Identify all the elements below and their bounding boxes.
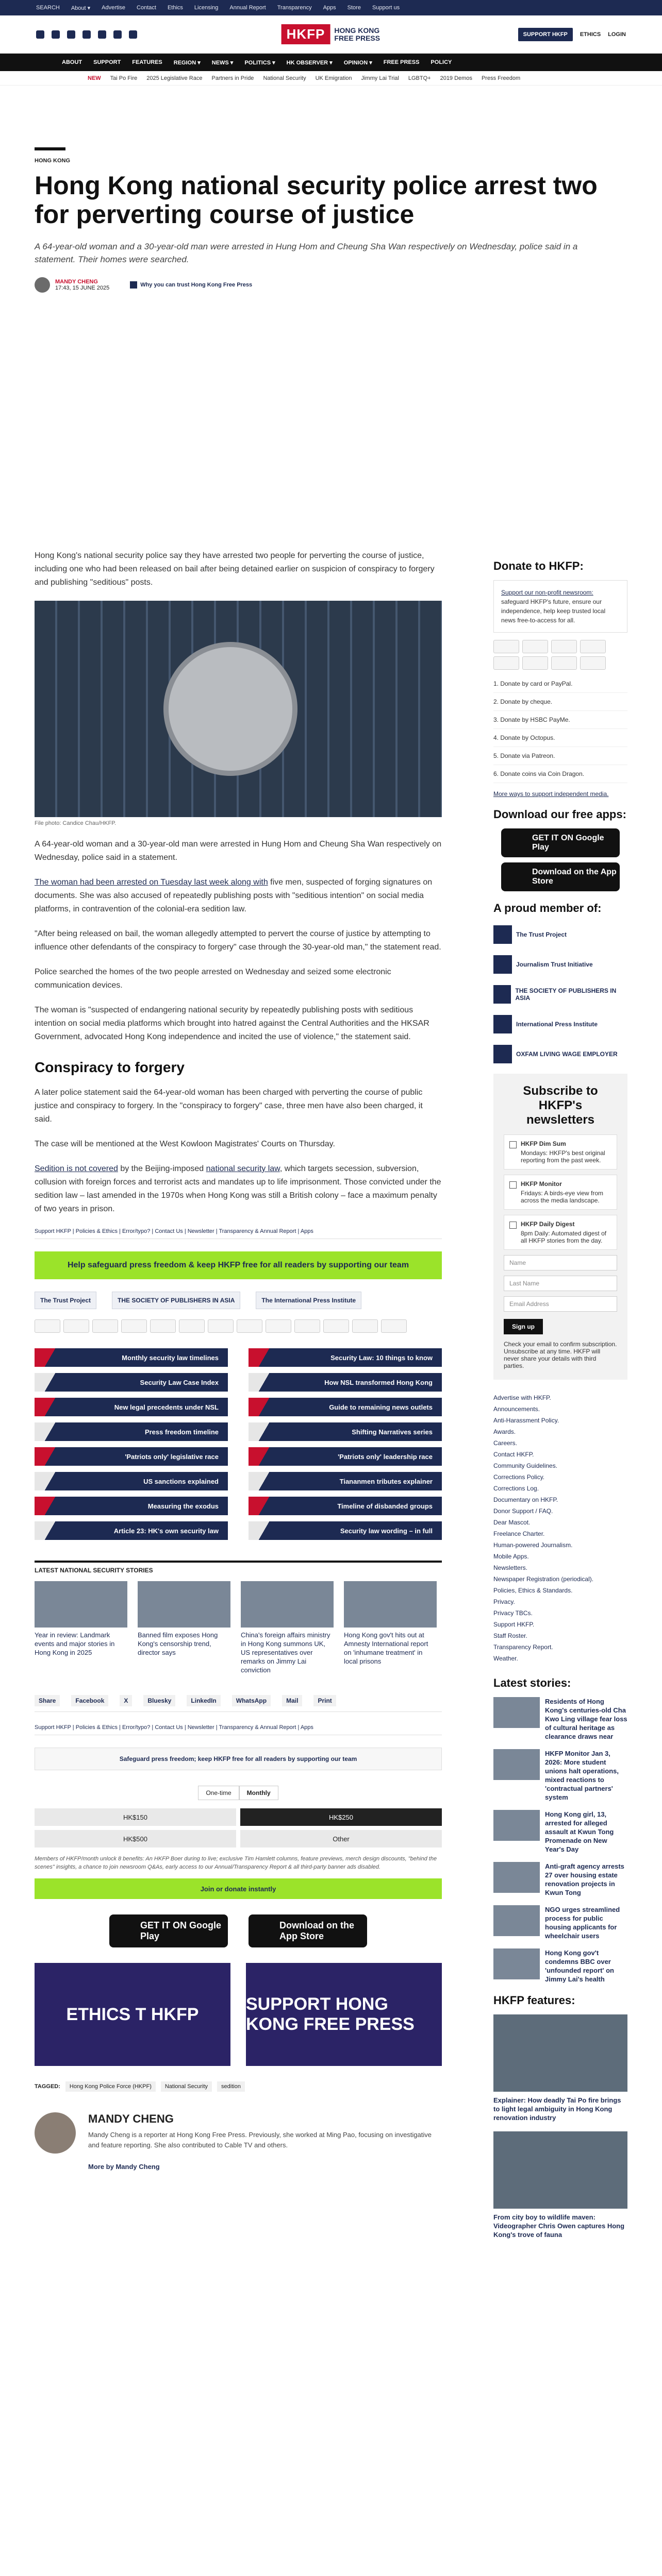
site-link[interactable]: Weather. <box>493 1655 518 1662</box>
newsletter-option[interactable] <box>504 1134 617 1170</box>
tab-monthly[interactable]: Monthly <box>239 1786 278 1800</box>
donate-widget <box>35 1786 442 1899</box>
trending-item[interactable]: Press Freedom <box>481 75 521 81</box>
feature-story[interactable] <box>493 2131 627 2239</box>
google-play-badge[interactable]: GET IT ON Google Play <box>501 828 620 857</box>
guide-button[interactable]: Article 23: HK's own security law <box>35 1521 228 1540</box>
site-link[interactable]: Careers. <box>493 1439 518 1447</box>
paragraph <box>35 1162 442 1216</box>
more-by-author-link[interactable]: More by Mandy Cheng <box>88 2163 160 2171</box>
nav-news[interactable]: NEWS ▾ <box>211 59 234 66</box>
feature-image <box>493 2014 627 2092</box>
x-icon[interactable] <box>52 30 60 39</box>
store-link[interactable]: Store <box>347 5 361 11</box>
newsletter-name: HKFP Monitor <box>521 1180 562 1188</box>
story-thumbnail <box>493 1810 540 1841</box>
site-link[interactable]: Newspaper Registration (periodical). <box>493 1575 594 1583</box>
story-thumbnail <box>35 1581 127 1628</box>
member-name: OXFAM LIVING WAGE EMPLOYER <box>516 1050 618 1058</box>
site-link[interactable]: Privacy TBCs. <box>493 1609 533 1617</box>
trending-item[interactable]: 2019 Demos <box>440 75 472 81</box>
feature-image <box>493 2131 627 2209</box>
site-link[interactable]: Anti-Harassment Policy. <box>493 1417 559 1424</box>
trending-item[interactable]: Tai Po Fire <box>110 75 138 81</box>
latest-story[interactable] <box>493 1905 627 1940</box>
donate-note: Members of HKFP/month unlock 8 benefits: An HKFP Boer during to live; exclusive Tim Hamlett columns, feature previews, merch design discounts, "behind the scenes" insights, a chance to join newsroom Q&As, early access to our Annual/Transparency Report & all third-party banner ads disabled. <box>35 1856 437 1870</box>
latest-nsl-stories <box>35 1581 442 1674</box>
author-box-name[interactable]: MANDY CHENG <box>88 2112 174 2125</box>
telegram-icon[interactable] <box>129 30 137 39</box>
tag-link[interactable]: Hong Kong Police Force (HKPF) <box>65 2081 156 2092</box>
section-heading: Conspiracy to forgery <box>35 1059 185 1075</box>
masthead <box>0 15 662 54</box>
share-print[interactable]: Print <box>313 1695 336 1706</box>
article-dek: A 64-year-old woman and a 30-year-old man were arrested in Hung Hom and Cheung Sha Wan respectively on Wednesday, police said in a statement. Their homes were searched. <box>35 242 578 264</box>
donate-option[interactable]: 1. Donate by card or PayPal. <box>493 675 627 693</box>
guide-button[interactable]: Measuring the exodus <box>35 1497 228 1515</box>
nav-politics[interactable]: POLITICS ▾ <box>244 59 275 66</box>
story-thumbnail <box>493 1862 540 1893</box>
paypal-icon <box>551 656 577 670</box>
story-thumbnail <box>493 1749 540 1780</box>
ethics-link[interactable]: Ethics <box>167 5 183 11</box>
amount-option-selected[interactable]: HK$250 <box>240 1808 442 1826</box>
story-card[interactable] <box>138 1581 230 1674</box>
login-link[interactable]: LOGIN <box>608 31 626 38</box>
youtube-icon[interactable] <box>82 30 91 39</box>
latest-story[interactable] <box>493 1862 627 1897</box>
payment-methods <box>35 1319 442 1333</box>
latest-story[interactable] <box>493 1697 627 1741</box>
site-link[interactable]: Support HKFP. <box>493 1621 535 1628</box>
paragraph: "After being released on bail, the woman allegedly attempted to pervert the course of justice by attempting to influence other defendants of the conspiracy to forgery" case through the 30-year-old man," the statement read. <box>35 929 441 952</box>
latest-nsl-heading: LATEST NATIONAL SECURITY STORIES <box>35 1561 442 1574</box>
nav-support[interactable]: SUPPORT <box>93 59 121 65</box>
donate-option[interactable]: 3. Donate by HSBC PayMe. <box>493 711 627 729</box>
site-link[interactable]: Human-powered Journalism. <box>493 1541 573 1549</box>
newsletter-checkbox[interactable] <box>509 1222 517 1229</box>
threads-icon[interactable] <box>98 30 106 39</box>
guide-button[interactable]: Tiananmen tributes explainer <box>249 1472 442 1490</box>
annual-report-link[interactable]: Annual Report <box>229 5 266 11</box>
paragraph: Police searched the homes of the two people arrested on Wednesday and seized some electronic communication devices. <box>35 968 391 990</box>
story-thumbnail <box>493 1905 540 1936</box>
unionpay-icon <box>208 1319 234 1333</box>
nav-about[interactable]: ABOUT <box>62 59 82 65</box>
signup-button[interactable]: Sign up <box>504 1319 543 1334</box>
page-content <box>35 147 627 2239</box>
support-links[interactable]: Support HKFP | Policies & Ethics | Error/typo? | Contact Us | Newsletter | Transparency & Annual Report | Apps <box>35 1228 442 1239</box>
support-link[interactable]: Support us <box>372 5 400 11</box>
oxfam-icon <box>493 1045 512 1063</box>
sopa-logo[interactable]: THE SOCIETY OF PUBLISHERS IN ASIA <box>112 1292 240 1309</box>
logo-text: HONG KONG FREE PRESS <box>334 26 380 42</box>
logo-mark: HKFP <box>282 24 330 44</box>
amex-icon <box>580 640 606 653</box>
guide-button[interactable]: New legal precedents under NSL <box>35 1398 228 1416</box>
site-link[interactable]: Newsletters. <box>493 1564 528 1571</box>
more-ways-link[interactable]: More ways to support independent media. <box>493 790 609 798</box>
features-heading: HKFP features: <box>493 1994 575 2007</box>
diners-icon <box>179 1319 205 1333</box>
amex-icon <box>121 1319 147 1333</box>
story-card[interactable] <box>344 1581 437 1674</box>
trust-project-logo[interactable]: The Trust Project <box>35 1292 96 1309</box>
ipi-icon <box>493 1015 512 1033</box>
guide-button[interactable]: US sanctions explained <box>35 1472 228 1490</box>
instagram-icon[interactable] <box>67 30 75 39</box>
octopus-icon <box>237 1319 262 1333</box>
author-photo <box>35 2112 76 2154</box>
tab-one-time[interactable]: One-time <box>198 1786 239 1800</box>
trust-project-icon <box>493 925 512 944</box>
patreon-icon <box>323 1319 349 1333</box>
member-logo[interactable] <box>493 1014 627 1035</box>
site-link[interactable]: Dear Mascot. <box>493 1519 531 1526</box>
support-banner[interactable]: Help safeguard press freedom & keep HKFP free for all readers by supporting our team <box>35 1251 442 1279</box>
app-store-badge[interactable]: Download on the App Store <box>249 1914 367 1947</box>
safeguard-banner[interactable]: Safeguard press freedom; keep HKFP free for all readers by supporting our team <box>35 1748 442 1770</box>
contact-link[interactable]: Contact <box>137 5 156 11</box>
donate-option[interactable]: 5. Donate via Patreon. <box>493 747 627 765</box>
ethics-promo[interactable]: ETHICS T HKFP <box>35 1963 230 2066</box>
site-link[interactable]: Policies, Ethics & Standards. <box>493 1587 573 1594</box>
trending-item[interactable]: National Security <box>263 75 306 81</box>
sopa-icon <box>493 985 511 1004</box>
guide-button[interactable]: Shifting Narratives series <box>249 1422 442 1441</box>
trust-link[interactable] <box>130 281 252 289</box>
payme-icon <box>63 1319 89 1333</box>
support-promo[interactable]: SUPPORT HONG KONG FREE PRESS <box>246 1963 442 2066</box>
site-link[interactable]: Announcements. <box>493 1405 540 1413</box>
support-links-bottom[interactable]: Support HKFP | Policies & Ethics | Error/typo? | Contact Us | Newsletter | Transparency & Annual Report | Apps <box>35 1724 442 1735</box>
newsletter-name: HKFP Daily Digest <box>521 1221 575 1228</box>
share-label: Share <box>35 1695 60 1706</box>
newsletter-box <box>493 1074 627 1380</box>
site-link[interactable]: Freelance Charter. <box>493 1530 545 1537</box>
story-title: Hong Kong girl, 13, arrested for alleged assault at Kwun Tong Promenade on New Year's Day <box>545 1810 614 1853</box>
nav-features[interactable]: FEATURES <box>132 59 162 65</box>
story-thumbnail <box>138 1581 230 1628</box>
amount-option[interactable]: HK$500 <box>35 1830 236 1848</box>
donate-option[interactable]: 4. Donate by Octopus. <box>493 729 627 747</box>
share-whatsapp[interactable]: WhatsApp <box>232 1695 271 1706</box>
guide-button[interactable]: Security Law: 10 things to know <box>249 1348 442 1367</box>
donate-frequency-tabs <box>35 1786 442 1800</box>
join-donate-button[interactable]: Join or donate instantly <box>35 1878 442 1899</box>
last-name-field[interactable]: Last Name <box>504 1276 617 1291</box>
member-logo[interactable] <box>493 1044 627 1064</box>
trending-item[interactable]: Partners in Pride <box>211 75 254 81</box>
donate-amounts <box>35 1808 442 1848</box>
story-thumbnail <box>493 1697 540 1728</box>
story-thumbnail <box>493 1948 540 1979</box>
story-title: Anti-graft agency arrests 27 over housing estate renovation projects in Kwun Tong <box>545 1862 624 1896</box>
publish-date: 17:43, 15 JUNE 2025 <box>55 285 110 291</box>
amount-option[interactable]: HK$150 <box>35 1808 236 1826</box>
latest-stories-heading: Latest stories: <box>493 1676 571 1689</box>
top-utility-bar <box>0 0 662 15</box>
visa-icon <box>551 640 577 653</box>
mastercard-icon <box>493 640 519 653</box>
share-facebook[interactable]: Facebook <box>71 1695 108 1706</box>
octopus-icon <box>522 656 548 670</box>
nav-region[interactable]: REGION ▾ <box>173 59 201 66</box>
feature-story[interactable] <box>493 2014 627 2122</box>
trending-item[interactable]: UK Emigration <box>315 75 352 81</box>
article-category[interactable]: HONG KONG <box>35 158 71 164</box>
payme-icon <box>522 640 548 653</box>
licensing-link[interactable]: Licensing <box>194 5 219 11</box>
transparency-link[interactable]: Transparency <box>277 5 312 11</box>
story-title: Hong Kong gov't condemns BBC over 'unfounded report' on Jimmy Lai's health <box>545 1949 614 1983</box>
newsletter-name: HKFP Dim Sum <box>521 1140 566 1147</box>
guide-button[interactable]: How NSL transformed Hong Kong <box>249 1373 442 1392</box>
story-title: Residents of Hong Kong's centuries-old Cha Kwo Ling village fear loss of cultural heritage as clearance draws near <box>545 1698 627 1740</box>
story-title: Year in review: Landmark events and major stories in Hong Kong in 2025 <box>35 1631 115 1656</box>
hero-image <box>35 601 442 817</box>
alipay-icon <box>294 1319 320 1333</box>
story-thumbnail <box>241 1581 334 1628</box>
share-bar <box>35 1695 442 1712</box>
jcb-icon <box>150 1319 176 1333</box>
email-field[interactable]: Email Address <box>504 1296 617 1312</box>
story-title: NGO urges streamlined process for public housing applicants for wheelchair users <box>545 1906 620 1940</box>
apps-heading: Download our free apps: <box>493 808 626 821</box>
site-link[interactable]: Awards. <box>493 1428 516 1435</box>
paypal-icon <box>266 1319 291 1333</box>
paragraph-text: five men, suspected of forging signatures on documents. She was also accused of repeatedly publishing posts with "seditious intention" on social media platforms, in contravention of the colonial-era sedition law. <box>35 878 433 913</box>
guide-button[interactable]: Monthly security law timelines <box>35 1348 228 1367</box>
visa-icon <box>92 1319 118 1333</box>
newsletter-checkbox[interactable] <box>509 1181 517 1189</box>
member-logo[interactable] <box>493 954 627 975</box>
apps-link[interactable]: Apps <box>323 5 336 11</box>
ipi-logo[interactable]: The International Press Institute <box>256 1292 361 1309</box>
member-logo[interactable] <box>493 984 627 1005</box>
article-body <box>35 549 442 2183</box>
article-title: Hong Kong national security police arrest two for perverting course of justice <box>35 171 598 229</box>
donate-intro-text: safeguard HKFP's future, ensure our independence, help keep trusted local news free-to-access for all. <box>501 598 606 624</box>
nav-hk-observer[interactable]: HK OBSERVER ▾ <box>286 59 333 66</box>
newsletter-checkbox[interactable] <box>509 1141 517 1148</box>
app-badges <box>35 1914 442 1947</box>
first-name-field[interactable]: Name <box>504 1255 617 1270</box>
trending-label: NEW <box>88 75 101 81</box>
site-link[interactable]: Mobile Apps. <box>493 1553 529 1560</box>
feature-title: Explainer: How deadly Tai Po fire brings to light legal ambiguity in Hong Kong renovation industry <box>493 2096 621 2122</box>
site-link[interactable]: Corrections Log. <box>493 1485 539 1492</box>
latest-story[interactable] <box>493 1948 627 1984</box>
patreon-icon <box>580 656 606 670</box>
paragraph: A later police statement said the 64-year-old woman has been charged with perverting the course of public justice and conspiracy to forgery. In the "conspiracy to forgery" case, three men have also been charged, it said. <box>35 1088 423 1124</box>
site-link[interactable]: Transparency Report. <box>493 1643 553 1651</box>
bluesky-icon[interactable] <box>113 30 122 39</box>
amount-option-other[interactable]: Other <box>240 1830 442 1848</box>
donate-option[interactable]: 2. Donate by cheque. <box>493 693 627 711</box>
membership-logos <box>35 1292 442 1309</box>
police-emblem-icon <box>163 642 297 776</box>
social-icons <box>36 30 137 39</box>
member-heading: A proud member of: <box>493 902 602 914</box>
jti-icon <box>493 955 512 974</box>
google-pay-icon <box>352 1319 378 1333</box>
site-link[interactable]: Corrections Policy. <box>493 1473 545 1481</box>
member-name: The Trust Project <box>516 931 567 938</box>
about-link[interactable]: About ▾ <box>71 5 91 11</box>
site-link[interactable]: Contact HKFP. <box>493 1451 534 1458</box>
tags <box>35 2081 442 2092</box>
author-box <box>35 2112 442 2183</box>
site-link[interactable]: Staff Roster. <box>493 1632 527 1639</box>
paragraph: A 64-year-old woman and a 30-year-old man were arrested in Hung Hom and Cheung Sha Wan respectively on Wednesday, police said in a statement. <box>35 840 442 862</box>
tag-link[interactable]: sedition <box>217 2081 245 2092</box>
story-title: HKFP Monitor Jan 3, 2026: More student unions halt operations, mixed reactions to 'contractual partners' system <box>545 1750 619 1801</box>
member-name: THE SOCIETY OF PUBLISHERS IN ASIA <box>515 987 617 1002</box>
trust-label: Why you can trust Hong Kong Free Press <box>140 282 253 288</box>
newsletter-desc: Mondays: HKFP's best original reporting from the past week. <box>521 1149 605 1164</box>
paragraph-text: , which targets secession, subversion, collusion with foreign forces and terrorist acts and mandates up to life imprisonment. Those convicted under the sedition law – last amended in the 1970s when Hong Kong was still a British colony – face a maximum penalty of two years in prison. <box>35 1164 441 1213</box>
site-link[interactable]: Documentary on HKFP. <box>493 1496 558 1503</box>
nav-opinion[interactable]: OPINION ▾ <box>343 59 372 66</box>
paragraph: Hong Kong's national security police say they have arrested two people for perverting the course of justice, including one who had been released on bail after being detained earlier on suspicion of conspiracy to forgery and publishing "seditious" posts. <box>35 551 435 587</box>
share-x[interactable]: X <box>120 1695 132 1706</box>
sidebar-payment-icons <box>493 640 627 670</box>
donate-options <box>493 675 627 783</box>
story-title: Hong Kong gov't hits out at Amnesty International report on 'inhumane treatment' in local prisons <box>344 1631 428 1665</box>
guide-button[interactable]: 'Patriots only' leadership race <box>249 1447 442 1466</box>
site-logo[interactable] <box>282 24 381 44</box>
guide-button[interactable]: Security law wording – in full <box>249 1521 442 1540</box>
trust-icon <box>130 281 137 289</box>
ethics-nav-link[interactable]: ETHICS <box>580 31 601 38</box>
app-store-badge[interactable]: Download on the App Store <box>501 862 620 891</box>
image-caption: File photo: Candice Chau/HKFP. <box>35 820 117 826</box>
advertise-link[interactable]: Advertise <box>102 5 126 11</box>
guide-button[interactable]: 'Patriots only' legislative race <box>35 1447 228 1466</box>
story-thumbnail <box>344 1581 437 1628</box>
site-link[interactable]: Privacy. <box>493 1598 515 1605</box>
jcb-icon <box>493 656 519 670</box>
feature-title: From city boy to wildlife maven: Videographer Chris Owen captures Hong Kong's trove of fauna <box>493 2213 625 2239</box>
author-name[interactable]: MANDY CHENG <box>55 279 98 285</box>
guide-button[interactable]: Timeline of disbanded groups <box>249 1497 442 1515</box>
story-title: Banned film exposes Hong Kong's censorship trend, director says <box>138 1631 218 1656</box>
support-newsroom-link[interactable]: Support our non-profit newsroom: <box>501 589 593 596</box>
author-avatar <box>35 277 50 293</box>
facebook-icon[interactable] <box>36 30 44 39</box>
nsl-link[interactable]: national security law <box>206 1164 280 1173</box>
paragraph-text: by the Beijing-imposed <box>118 1164 206 1173</box>
paragraph <box>35 876 442 916</box>
donate-option[interactable]: 6. Donate coins via Coin Dragon. <box>493 765 627 783</box>
mastercard-icon <box>35 1319 60 1333</box>
share-linkedin[interactable]: LinkedIn <box>187 1695 220 1706</box>
latest-story[interactable] <box>493 1749 627 1802</box>
member-name: International Press Institute <box>516 1021 598 1028</box>
trending-item[interactable]: LGBTQ+ <box>408 75 431 81</box>
newsletter-desc: 8pm Daily: Automated digest of all HKFP stories from the day. <box>521 1230 607 1244</box>
member-logo[interactable] <box>493 924 627 945</box>
promo-banners <box>35 1963 442 2066</box>
support-hkfp-button[interactable]: SUPPORT HKFP <box>518 28 573 41</box>
guide-button[interactable]: Press freedom timeline <box>35 1422 228 1441</box>
nav-policy[interactable]: POLICY <box>431 59 452 65</box>
share-bluesky[interactable]: Bluesky <box>143 1695 175 1706</box>
tag-link[interactable]: National Security <box>161 2081 212 2092</box>
share-mail[interactable]: Mail <box>282 1695 302 1706</box>
newsletter-desc: Fridays: A birds-eye view from across the media landscape. <box>521 1190 604 1204</box>
story-card[interactable] <box>241 1581 334 1674</box>
tagged-label: TAGGED: <box>35 2083 60 2090</box>
nav-free-press[interactable]: FREE PRESS <box>383 59 420 65</box>
sidebar <box>493 549 627 2248</box>
member-name: Journalism Trust Initiative <box>516 961 593 968</box>
trending-item[interactable]: 2025 Legislative Race <box>146 75 203 81</box>
donate-heading: Donate to HKFP: <box>493 560 584 572</box>
byline <box>35 277 627 293</box>
guide-button[interactable]: Security Law Case Index <box>35 1373 228 1392</box>
arrest-link[interactable]: The woman had been arrested on Tuesday last week along with <box>35 878 268 887</box>
google-play-badge[interactable]: GET IT ON Google Play <box>109 1914 228 1947</box>
trending-item[interactable]: Jimmy Lai Trial <box>361 75 399 81</box>
main-nav <box>0 54 662 71</box>
story-card[interactable] <box>35 1581 127 1674</box>
guide-grid <box>35 1348 442 1540</box>
author-bio: Mandy Cheng is a reporter at Hong Kong Free Press. Previously, she worked at Ming Pao, focusing on investigative and feature reporting. She also contributed to Cable TV and others. <box>88 2131 432 2149</box>
site-link[interactable]: Community Guidelines. <box>493 1462 558 1469</box>
site-link[interactable]: Advertise with HKFP. <box>493 1394 551 1401</box>
sedition-link[interactable]: Sedition is not covered <box>35 1164 118 1173</box>
newsletter-note: Check your email to confirm subscription. Unsubscribe at any time. HKFP will never share your details with third parties. <box>504 1341 617 1369</box>
search-link[interactable]: SEARCH <box>36 5 60 11</box>
site-links <box>493 1392 627 1664</box>
trending-bar <box>0 71 662 86</box>
newsletter-option[interactable] <box>504 1175 617 1210</box>
site-link[interactable]: Donor Support / FAQ. <box>493 1507 553 1515</box>
paragraph: The case will be mentioned at the West Kowloon Magistrates' Courts on Thursday. <box>35 1140 335 1148</box>
latest-story[interactable] <box>493 1810 627 1854</box>
title-rule <box>35 147 65 150</box>
donate-intro <box>493 580 627 633</box>
story-title: China's foreign affairs ministry in Hong Kong summons UK, US representatives over remarks on Jimmy Lai conviction <box>241 1631 330 1674</box>
apple-pay-icon <box>381 1319 407 1333</box>
newsletter-heading: Subscribe to HKFP's newsletters <box>523 1084 598 1127</box>
guide-button[interactable]: Guide to remaining news outlets <box>249 1398 442 1416</box>
paragraph: The woman is "suspected of endangering national security by repeatedly publishing posts with seditious intention on social media platforms which brought into hatred against the Central Authorities and the HKSAR Government, advocated Hong Kong independence and incited the use of violence," the statement said. <box>35 1006 429 1041</box>
newsletter-option[interactable] <box>504 1215 617 1250</box>
